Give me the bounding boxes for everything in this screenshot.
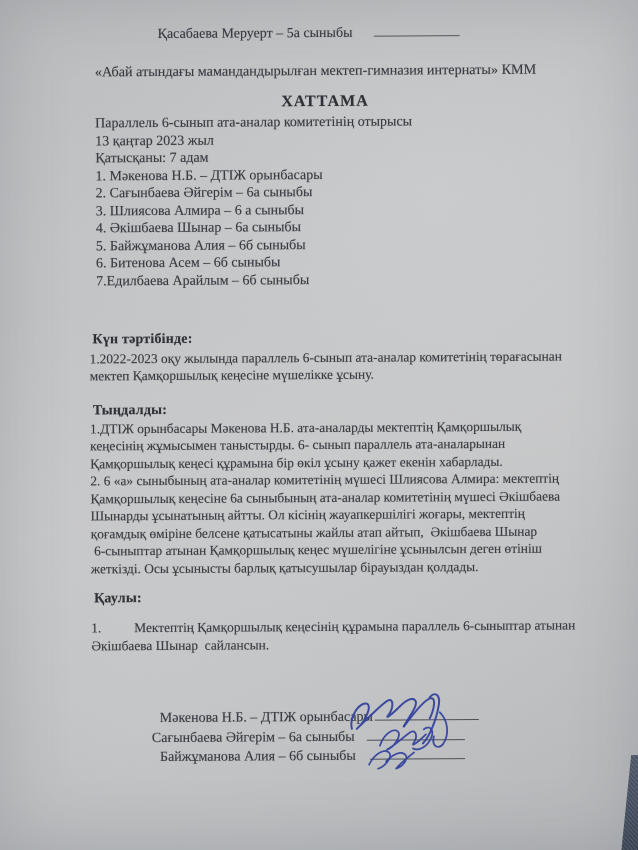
signature-label: Байжұманова Алия – 6б сыныбы — [159, 748, 356, 765]
agenda-line: мектеп Қамқоршылық кеңесіне мүшелікке ұсыну. — [89, 366, 374, 384]
attendee-item: 2. Сағынбаева Әйгерім – 6а сыныбы — [95, 185, 313, 202]
attendee-item: 4. Әкішбаева Шынар – 6а сыныбы — [95, 220, 302, 237]
heard-line: 1.ДТІЖ орынбасары Мәкенова Н.Б. ата-аналарды мектептің Қамқоршылық — [89, 418, 522, 436]
resolution-text: Мектептің Қамқоршылық кеңесінің құрамына параллель 6-сыныптар атынан — [134, 617, 576, 636]
agenda-line: 1.2022-2023 оқу жылында параллель 6-сынып ата-аналар комитетінің төрағасынан — [89, 348, 562, 366]
resolution-line — [91, 616, 589, 637]
attendee-item: 6. Битенова Асем – 6б сыныбы — [95, 255, 281, 272]
agenda-heading: Күн тәртібінде: — [92, 331, 193, 348]
signature-row — [92, 745, 590, 768]
heard-line: Қамқоршылық кеңесі құрамына бір өкіл ұсыну қажет екенін хабарлады. — [90, 453, 503, 471]
owner-line — [158, 22, 586, 42]
heard-line: қоғамдық өміріне белсене қатысатыны жайлы атап айтып, Әкішбаева Шынар — [90, 523, 538, 541]
heard-body — [90, 417, 589, 578]
signature-underline — [367, 728, 465, 741]
meta-line-date: 13 қаңтар 2023 жыл — [95, 133, 214, 149]
resolution-line: Әкішбаева Шынар сайлансын. — [91, 636, 270, 653]
organization-line: «Абай атындағы мамандандырылған мектеп-гимназия интернаты» КММ — [94, 61, 537, 81]
heard-line: кеңесінің жұмысымен таныстырды. 6- сынып параллель ата-аналарынан — [90, 435, 506, 454]
signature-label: Мәкенова Н.Б. – ДТІЖ орынбасары — [159, 709, 374, 726]
attendee-item: 5. Байжұманова Алия – 6б сыныбы — [95, 237, 306, 254]
meta-line: Параллель 6-сынып ата-аналар комитетінің отырысы — [95, 114, 413, 132]
signature-block — [92, 706, 590, 768]
heard-line: 6-сыныптар атынан Қамқоршылық кеңес мүшелігіне ұсынылсын деген өтініш — [90, 540, 543, 559]
attendees-list — [95, 165, 587, 290]
heard-line: 2. 6 «а» сыныбының ата-аналар комитетінің мүшесі Шлиясова Алмира: мектептің — [90, 470, 560, 489]
attendee-item: 7.Едилбаева Арайлым – 6б сыныбы — [96, 272, 310, 289]
heard-heading: Тыңдалды: — [92, 402, 168, 418]
attendee-item: 1. Мәкенова Н.Б. – ДТІЖ орынбасары — [95, 167, 323, 184]
document-title: ХАТТАМА — [281, 92, 369, 111]
meta-line-participants: Қатысқаны: 7 адам — [95, 150, 209, 167]
resolution-body — [91, 616, 589, 654]
resolution-number: 1. — [91, 620, 102, 636]
meta-block — [95, 112, 586, 167]
owner-name: Қасабаева Меруерт – 5а сыныбы — [157, 25, 353, 42]
heard-line: Қамқоршылық кеңесіне 6а сыныбының ата-аналар комитетінің мүшесі Әкішбаева — [90, 488, 561, 506]
blank-signature-line — [374, 23, 460, 37]
signature-label: Сағынбаева Әйгерім – 6а сыныбы — [151, 729, 355, 746]
resolution-heading: Қаулы: — [94, 591, 142, 607]
heard-line: жеткізді. Осы ұсынысты барлық қатысушылар бірауыздан қолдады. — [90, 558, 479, 576]
attendee-item: 3. Шлиясова Алмира – 6 а сыныбы — [95, 202, 305, 219]
signature-underline — [375, 708, 479, 721]
heard-line: Шынарды ұсынатының айтты. Ол кісінің жауапкершілігі жоғары, мектептің — [90, 505, 525, 524]
signature-underline — [370, 747, 465, 760]
agenda-body — [90, 347, 588, 385]
